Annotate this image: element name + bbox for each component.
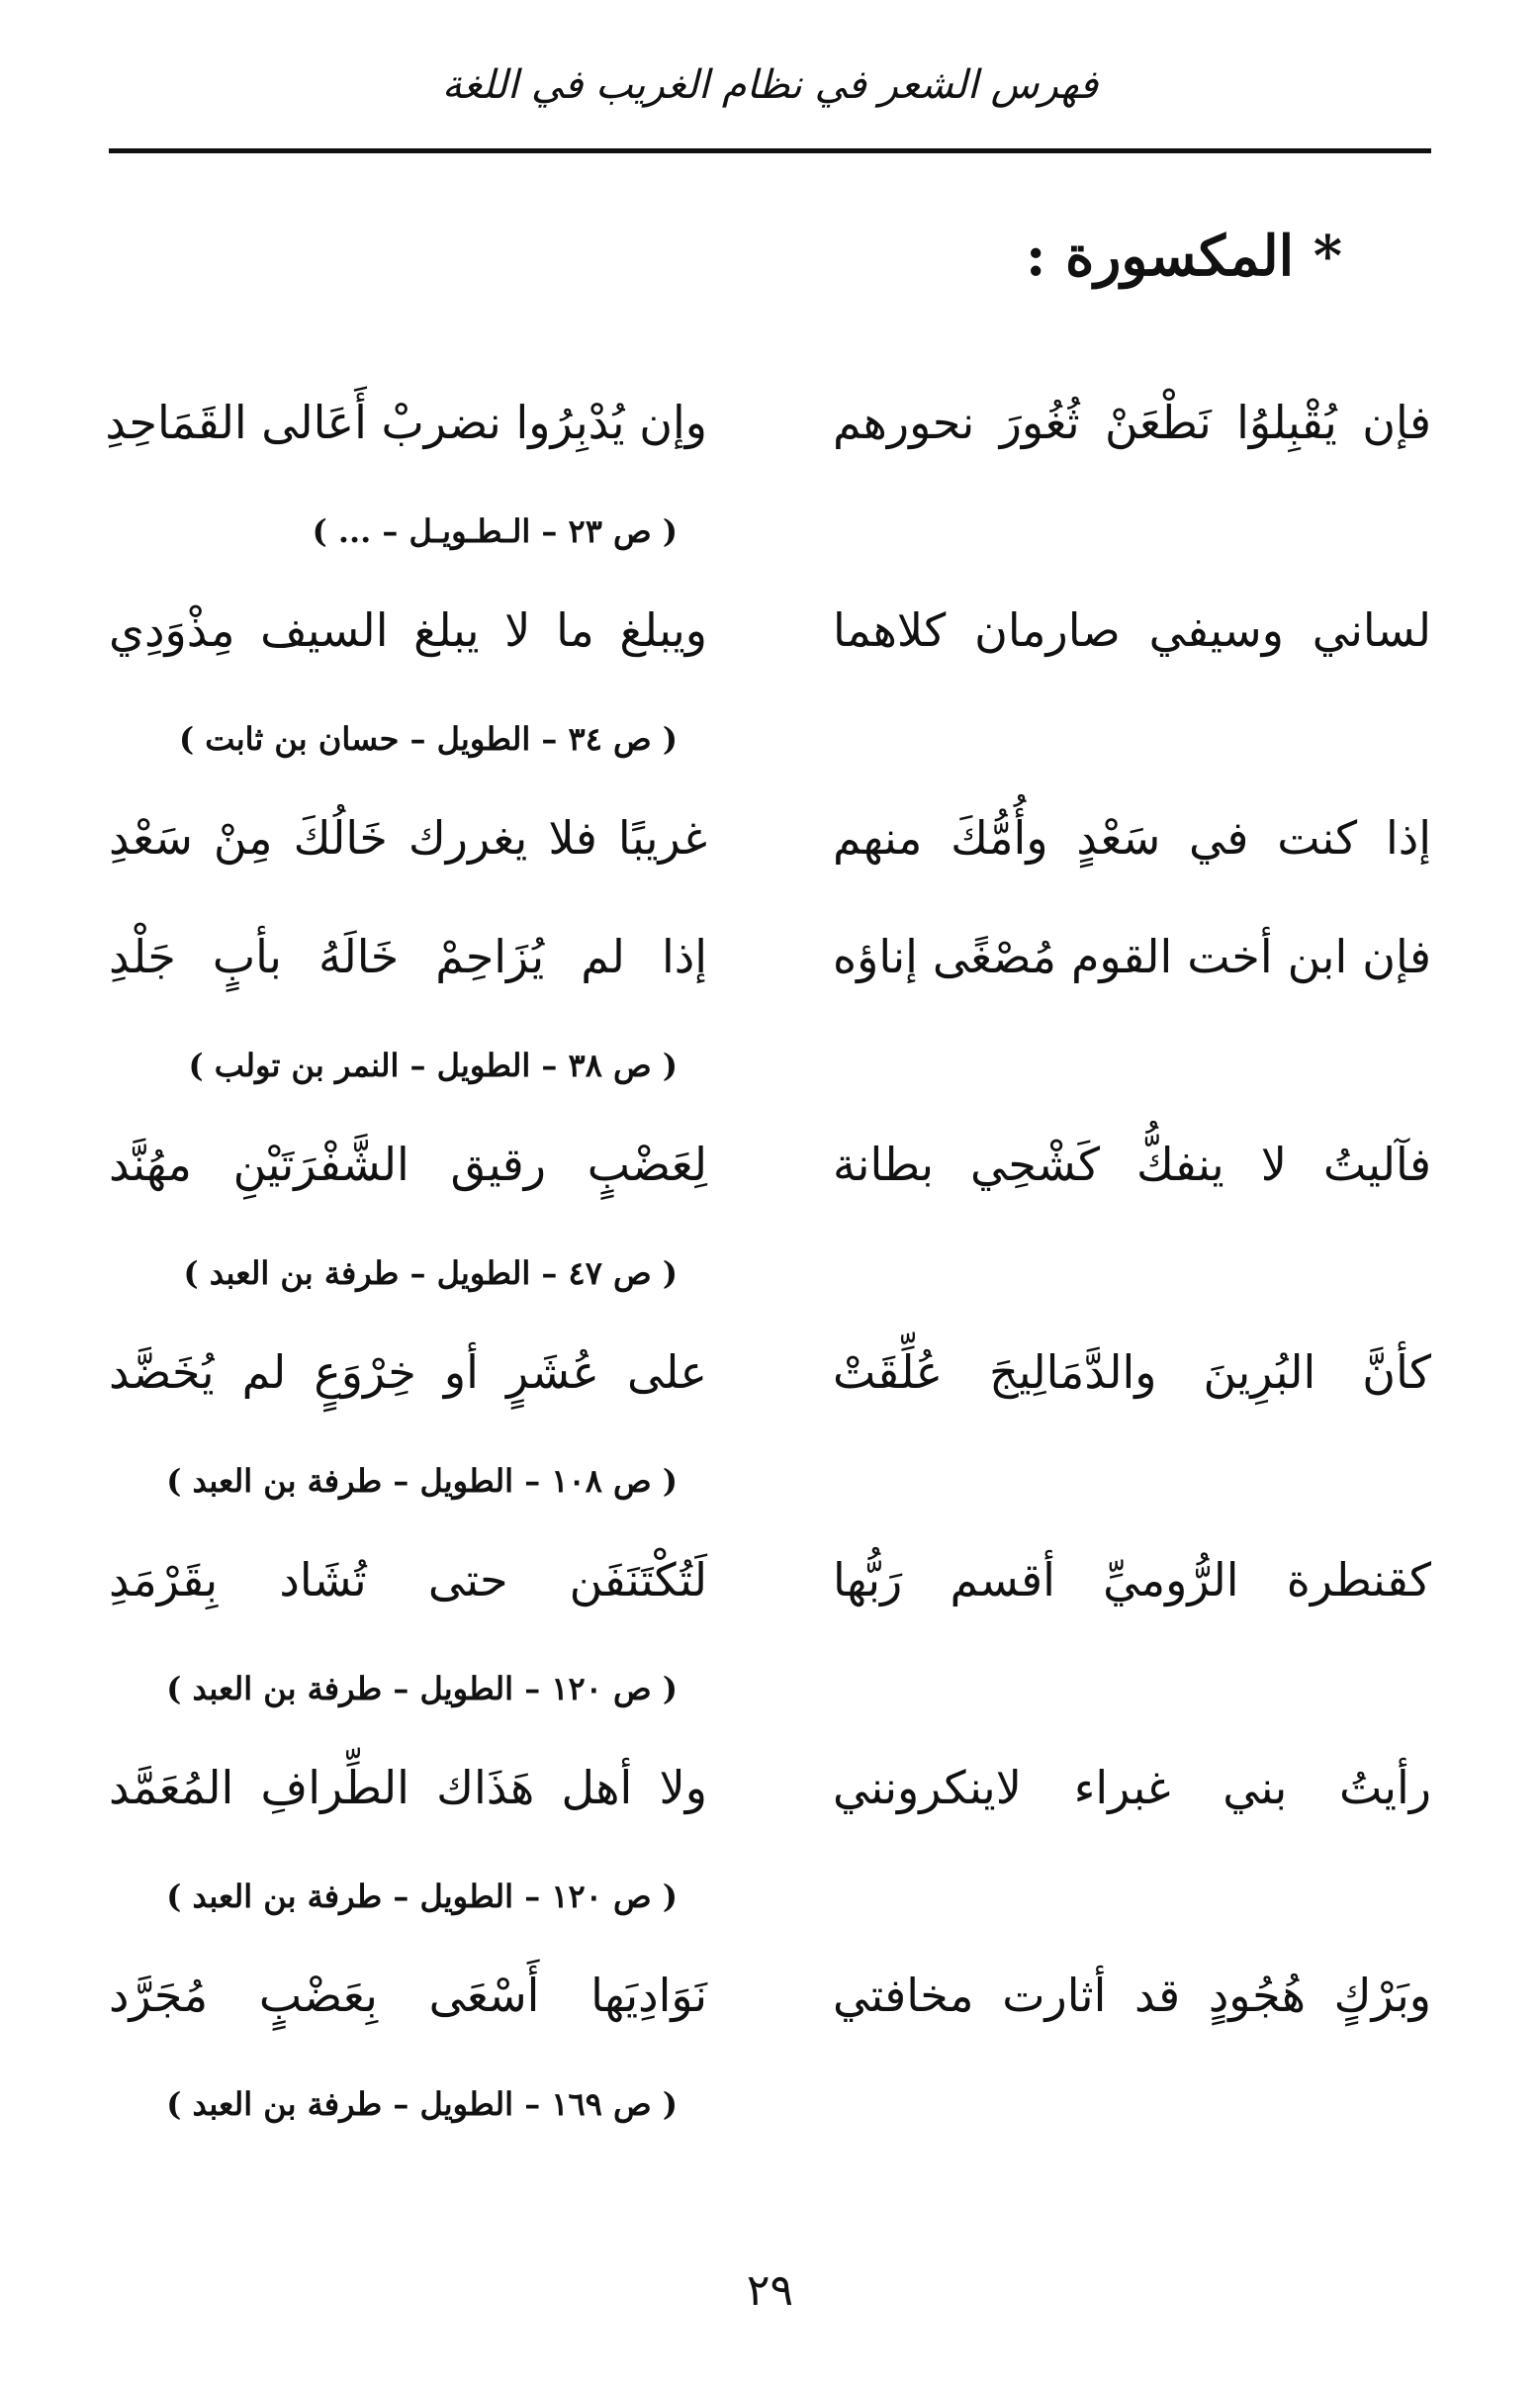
verse-source: ( ص ١٢٠ – الطويل – طرفة بن العبد )	[166, 1878, 678, 1915]
verse-first-hemistich: كقنطرة الرُّوميِّ أقسم رَبُّها	[833, 1553, 1431, 1606]
section-title: * المكسورة :	[1025, 224, 1342, 289]
verse-second-hemistich: وإن يُدْبِرُوا نضربْ أَعَالى القَمَاحِدِ	[105, 396, 707, 449]
verse-first-hemistich: فإن يُقْبِلوُا نَطْعَنْ ثُغُورَ نحورهم	[833, 396, 1431, 449]
verse-list	[105, 394, 1431, 2174]
verse-first-hemistich: لساني وسيفي صارمان كلاهما	[833, 603, 1431, 657]
verse-first-hemistich: إذا كنت في سَعْدٍ وأُمُّكَ منهم	[833, 811, 1431, 865]
verse-second-hemistich: لَتُكْتَنَفَن حتى تُشَاد بِقَرْمَدِ	[109, 1553, 707, 1606]
verse-source: ( ص ١٠٨ – الطويل – طرفة بن العبد )	[166, 1462, 678, 1500]
verse-second-hemistich: على عُشَرٍ أو خِرْوَعٍ لم يُخَضَّد	[109, 1345, 707, 1399]
verse-first-hemistich: كأنَّ البُرِينَ والدَّمَالِيجَ عُلِّقَتْ	[833, 1345, 1431, 1399]
header-rule	[109, 148, 1431, 153]
verse-line	[109, 1967, 1431, 2085]
verse-line	[109, 1343, 1431, 1462]
verse-line	[105, 394, 1431, 512]
verse-line	[109, 601, 1431, 720]
verse-first-hemistich: وبَرْكٍ هُجُودٍ قد أثارت مخافتي	[833, 1969, 1431, 2022]
verse-second-hemistich: لِعَضْبٍ رقيق الشَّفْرَتَيْنِ مهُنَّد	[109, 1138, 707, 1191]
verse-source: ( ص ٤٧ – الطويل – طرفة بن العبد )	[183, 1254, 678, 1292]
verse-second-hemistich: ويبلغ ما لا يبلغ السيف مِذْوَدِي	[109, 603, 707, 657]
page-number: ٢٩	[746, 2265, 794, 2316]
verse-source: ( ص ٢٣ – الـطـويـل – ... )	[312, 512, 678, 550]
verse-first-hemistich: رأيتُ بني غبراء لاينكرونني	[833, 1761, 1431, 1814]
verse-second-hemistich: إذا لم يُزَاحِمْ خَالَهُ بأبٍ جَلْدِ	[109, 930, 707, 983]
verse-first-hemistich: فإن ابن أخت القوم مُصْغًى إناؤه	[833, 930, 1431, 983]
verse-second-hemistich: ولا أهل هَذَاك الطِّرافِ المُعَمَّد	[109, 1761, 707, 1814]
verse-source: ( ص ١٢٠ – الطويل – طرفة بن العبد )	[166, 1670, 678, 1707]
verse-source: ( ص ٣٤ – الطويل – حسان بن ثابت )	[179, 720, 678, 758]
running-title: فهرس الشعر في نظام الغريب في اللغة	[441, 62, 1099, 108]
verse-line	[109, 809, 1431, 928]
verse-line	[109, 1551, 1431, 1670]
verse-line	[109, 1759, 1431, 1878]
verse-first-hemistich: فآليتُ لا ينفكُّ كَشْحِي بطانة	[833, 1138, 1431, 1191]
verse-second-hemistich: غريبًا فلا يغررك خَالُكَ مِنْ سَعْدِ	[109, 811, 707, 865]
verse-line	[109, 1136, 1431, 1254]
verse-source: ( ص ٣٨ – الطويل – النمر بن تولب )	[188, 1047, 678, 1084]
verse-line	[109, 928, 1431, 1047]
verse-second-hemistich: نَوَادِيَها أَسْعَى بِعَضْبٍ مُجَرَّد	[109, 1969, 707, 2022]
verse-source: ( ص ١٦٩ – الطويل – طرفة بن العبد )	[166, 2085, 678, 2123]
